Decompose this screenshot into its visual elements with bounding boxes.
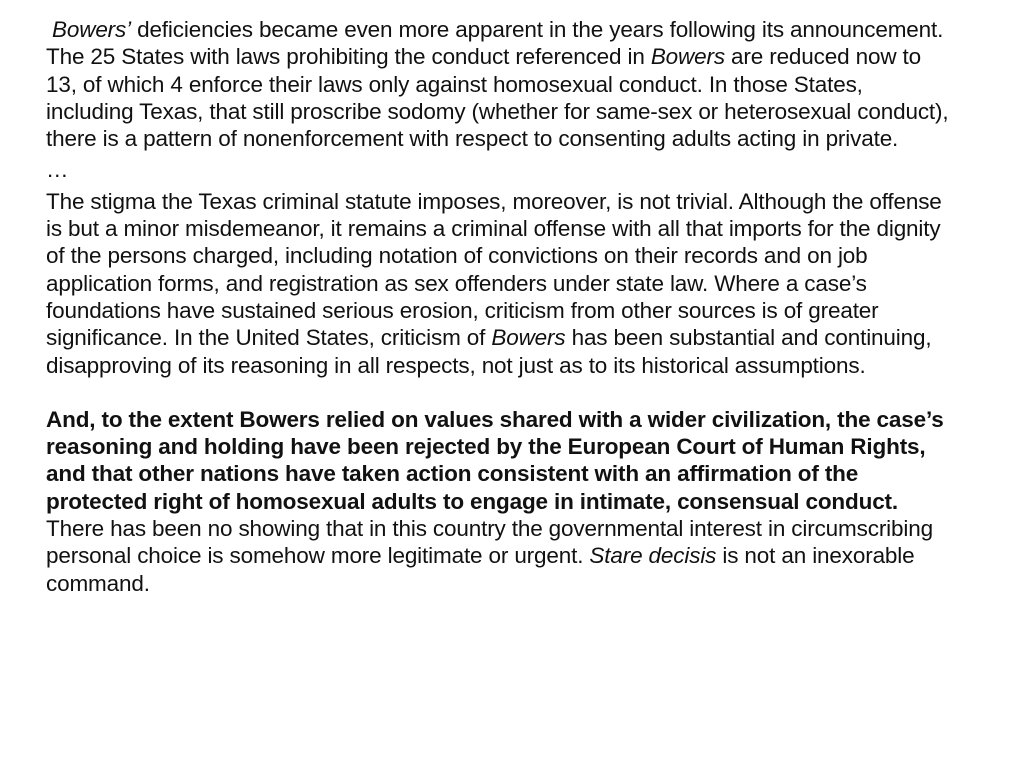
paragraph-text: deficiencies became even more apparent in the years following its announcement. The 25 States with laws prohibiting the conduct referenced in — [46, 17, 944, 70]
paragraph-text: are reduced now to 13, of which 4 enforce their laws only against homosexual conduct. In those States, including Texas, that still proscribe sodomy (whether for same-sex or heterosexual conduct), there is a pattern of nonenforcement with respect to consenting adults acting in private. — [46, 44, 949, 152]
slide-body — [46, 16, 956, 597]
paragraph-bowers-deficiencies — [46, 16, 956, 152]
stare-decisis-term: Stare decisis — [589, 543, 717, 569]
paragraph-european-court — [46, 406, 956, 597]
ellipsis: … — [46, 157, 69, 183]
paragraph-text: There has been no showing that in this country the governmental interest in circumscribing personal choice is somehow more legitimate or urgent. — [46, 516, 933, 569]
paragraph-stigma — [46, 188, 956, 379]
paragraph-text: The stigma the Texas criminal statute imposes, moreover, is not trivial. Although the offense is but a minor misdemeanor, it remains a criminal offense with all that imports for the dignity of the persons charged, including notation of convictions on their records and on job application forms, and registration as sex offenders under state law. Where a case’s foundations have sustained serious erosion, criticism from other sources is of greater significance. In the United States, criticism of — [46, 188, 942, 351]
paragraph-text: is not an inexorable command. — [46, 543, 915, 596]
paragraph-text: has been substantial and continuing, disapproving of its reasoning in all respects, not just as to its historical assumptions. — [46, 325, 932, 378]
case-name-bowers: Bowers — [491, 325, 566, 351]
bold-emphasis-text: And, to the extent Bowers relied on values shared with a wider civilization, the case’s reasoning and holding have been rejected by the European Court of Human Rights, and that other nations have taken action consistent with an affirmation of the protected right of homosexual adults to engage in intimate, consensual conduct. — [46, 406, 944, 514]
case-name-bowers: Bowers’ — [52, 17, 131, 42]
case-name-bowers: Bowers — [650, 44, 725, 70]
